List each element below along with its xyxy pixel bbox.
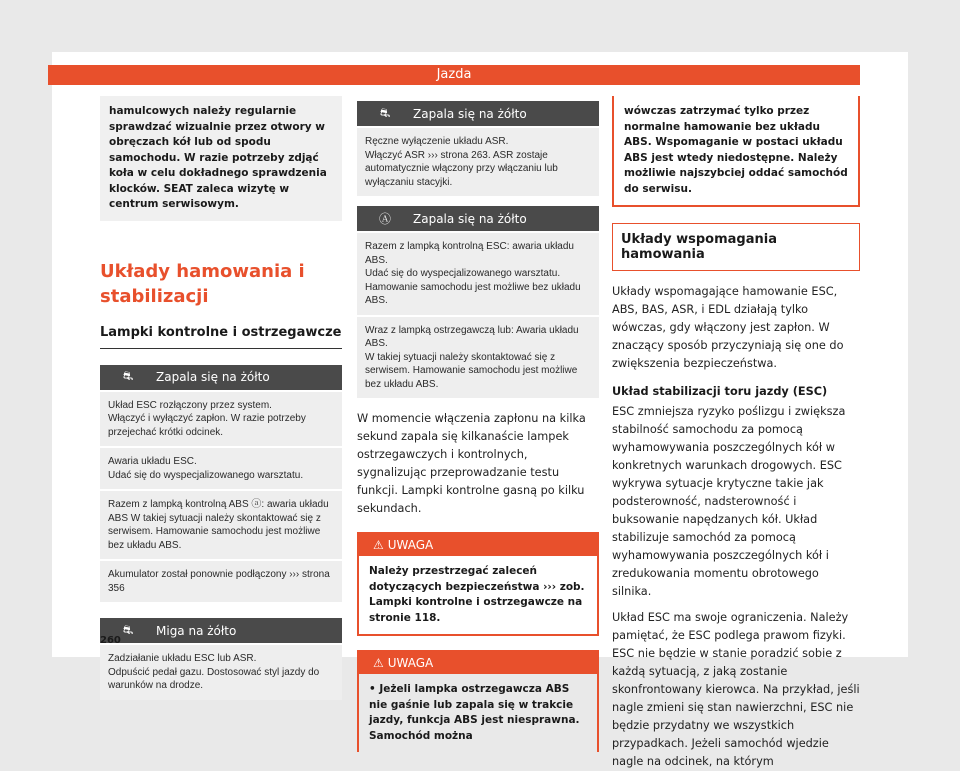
table-title: Miga na żółto bbox=[156, 623, 237, 638]
warning-header bbox=[359, 652, 597, 674]
column-middle bbox=[357, 96, 599, 752]
column-left bbox=[100, 96, 342, 700]
warning-text: Należy przestrzegać zaleceń dotyczących bezpieczeństwa ››› zob. Lampki kontrolne i ostrzegawcze na stronie 118. bbox=[369, 565, 585, 624]
esc-warning-icon: ⛐ bbox=[122, 622, 134, 637]
chapter-title: Jazda bbox=[436, 67, 472, 82]
asr-off-icon: ⛐ bbox=[379, 105, 391, 120]
warning-text: • Jeżeli lampka ostrzegawcza ABS nie gaśnie lub zapala się w trakcie jazdy, funkcja ABS jest niesprawna. Samochód można bbox=[369, 683, 580, 742]
table-title: Zapala się na żółto bbox=[156, 370, 270, 384]
subsection-heading: Lampki kontrolne i ostrzegawcze bbox=[100, 325, 342, 349]
paragraph: Układy wspomagające hamowanie ESC, ABS, BAS, ASR, i EDL działają tylko wówczas, gdy włączony jest zapłon. W znaczący sposób przyczyniają się one do zwiększenia bezpieczeństwa. bbox=[612, 285, 844, 370]
section-heading: Układy hamowania i stabilizacji bbox=[100, 260, 305, 307]
intro-text: hamulcowych należy regularnie sprawdzać wizualnie przez otwory w obręczach kół lub od spodu samochodu. W razie potrzeby zdjąć koła w celu dokładnego sprawdzenia klocków. SEAT zaleca wizytę w centrum serwisowym. bbox=[100, 96, 342, 223]
table-cell: Ręczne wyłączenie układu ASR. Włączyć ASR ››› strona 263. ASR zostaje automatycznie włączony przy włączaniu lub wyłączaniu stacyjki. bbox=[357, 126, 599, 196]
table-header bbox=[100, 618, 342, 643]
indicator-table-2 bbox=[100, 618, 342, 700]
warning-text: wówczas zatrzymać tylko przez normalne hamowanie bez układu ABS. Wspomaganie w postaci układu ABS jest wtedy niedostępne. Należy możliwie najszybciej oddać samochód do serwisu. bbox=[624, 105, 848, 195]
table-cell: Akumulator został ponownie podłączony ››› strona 356 bbox=[100, 559, 342, 602]
warning-box-2 bbox=[357, 650, 599, 752]
abs-warning-icon: Ⓐ bbox=[378, 212, 391, 226]
table-header bbox=[357, 206, 599, 231]
table-cell: Razem z lampką kontrolną ESC: awaria układu ABS. Udać się do wyspecjalizowanego warsztatu. Hamowanie samochodu jest możliwe bez układu ABS. bbox=[357, 231, 599, 315]
table-cell: Razem z lampką kontrolną ABS ⓐ: awaria układu ABS W takiej sytuacji należy skontaktować się z serwisem. Hamowanie samochodu jest możliwe bez układu ABS. bbox=[100, 489, 342, 559]
table-cell: Układ ESC rozłączony przez system. Włączyć i wyłączyć zapłon. W razie potrzeby przejechać krótki odcinek. bbox=[100, 390, 342, 447]
column-right bbox=[612, 96, 860, 771]
table-header bbox=[100, 365, 342, 390]
warning-title: UWAGA bbox=[387, 538, 434, 552]
table-title: Zapala się na żółto bbox=[413, 211, 527, 226]
table-title: Zapala się na żółto bbox=[413, 106, 527, 121]
esc-warning-icon: ⛐ bbox=[122, 369, 134, 383]
paragraph: ESC zmniejsza ryzyko poślizgu i zwiększa stabilność samochodu za pomocą wyhamowywania poszczególnych kół w konkretnych warunkach drogowych. ESC wykrywa sytuacje krytyczne takie jak podsterowność, nadsterowność i buksowanie napędzanych kół. Układ stabilizuje samochód za pomocą wyhamowywania poszczególnych kół i zredukowania momentu obrotowego silnika. bbox=[612, 405, 846, 598]
indicator-table-4 bbox=[357, 206, 599, 398]
body-text: W momencie włączenia zapłonu na kilka sekund zapala się kilkanaście lampek ostrzegawczych i kontrolnych, sygnalizując przeprowadzanie testu funkcji. Lampki kontrolne gasną po kilku sekundach. bbox=[357, 412, 586, 515]
table-cell: Awaria układu ESC. Udać się do wyspecjalizowanego warsztatu. bbox=[100, 446, 342, 489]
page-number: 260 bbox=[100, 635, 121, 646]
warning-header bbox=[359, 534, 597, 556]
warning-triangle-icon: ⚠ bbox=[373, 538, 384, 552]
table-header bbox=[357, 101, 599, 126]
warning-box-continued bbox=[612, 96, 860, 207]
chapter-header bbox=[48, 65, 860, 85]
warning-triangle-icon: ⚠ bbox=[373, 656, 384, 670]
table-cell: Zadziałanie układu ESC lub ASR. Odpuścić pedał gazu. Dostosować styl jazdy do warunków na drodze. bbox=[100, 643, 342, 700]
warning-box-1 bbox=[357, 532, 599, 636]
indicator-table-3 bbox=[357, 101, 599, 196]
warning-title: UWAGA bbox=[387, 656, 434, 670]
subsection-heading: Układ stabilizacji toru jazdy (ESC) bbox=[612, 385, 828, 398]
section-title: Układy wspomagania hamowania bbox=[612, 223, 860, 271]
indicator-table-1 bbox=[100, 365, 342, 603]
paragraph: Układ ESC ma swoje ograniczenia. Należy pamiętać, że ESC podlega prawom fizyki. ESC nie będzie w stanie poradzić sobie z każdą sytuacją, z jaką zostanie skonfrontowany kierowca. Na przykład, jeśli nagle zmieni się stan nawierzchni, ESC nie będzie przydatny we wszystkich przypadkach. Jeżeli samochód wjedzie nagle na odcinek, na którym bbox=[612, 611, 860, 768]
table-cell: Wraz z lampką ostrzegawczą lub: Awaria układu ABS. W takiej sytuacji należy skontaktować się z serwisem. Hamowanie samochodu jest możliwe bez układu ABS. bbox=[357, 315, 599, 399]
